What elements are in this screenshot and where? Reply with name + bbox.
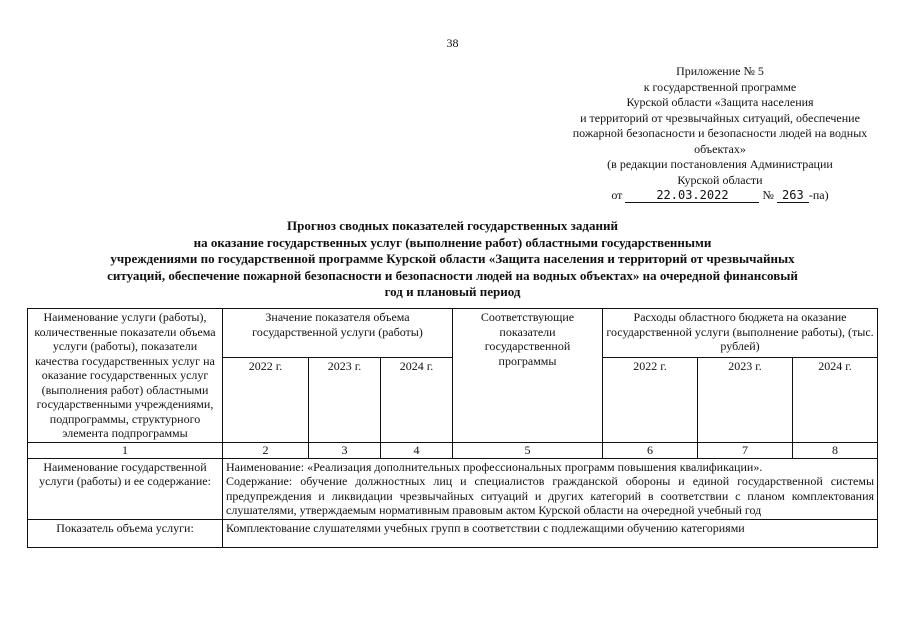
appendix-line: объектах»	[694, 141, 746, 156]
table-row	[28, 458, 878, 519]
column-number: 4	[381, 442, 453, 458]
row-label: Показатель объема услуги:	[28, 519, 223, 548]
table-row	[28, 519, 878, 548]
column-number: 8	[793, 442, 878, 458]
row-label: Наименование государственной услуги (работы) и ее содержание:	[28, 458, 223, 519]
appendix-line: к государственной программе	[643, 79, 797, 94]
header-volume-group: Значение показателя объема государственной услуги (работы)	[223, 309, 453, 358]
header-expense-year: 2022 г.	[603, 358, 698, 443]
header-volume-year: 2024 г.	[381, 358, 453, 443]
row-value: Комплектование слушателями учебных групп в соответствии с подлежащими обучению категориями	[223, 519, 878, 548]
row-content	[223, 458, 878, 519]
appendix-line: Курской области «Защита населения	[626, 95, 814, 109]
column-number: 7	[698, 442, 793, 458]
title-line: учреждениями по государственной программе Курской области «Защита населения и территорий от чрезвычайных	[110, 251, 795, 267]
column-number: 5	[453, 442, 603, 458]
title-line: год и плановый период	[384, 284, 521, 300]
appendix-line: Приложение № 5	[676, 64, 764, 78]
forecast-table	[27, 308, 878, 548]
document-title	[30, 218, 875, 301]
header-expense-year: 2024 г.	[793, 358, 878, 443]
header-expenses-group: Расходы областного бюджета на оказание государственной услуги (выполнение работы), (тыс. рублей)	[603, 309, 878, 358]
appendix-line: Курской области	[677, 172, 763, 187]
appendix-line: и территорий от чрезвычайных ситуаций, обеспечение	[580, 110, 860, 125]
header-program-indicators: Соответствующие показатели государственной программы	[453, 309, 603, 443]
decree-number: 263	[777, 189, 809, 203]
header-volume-year: 2023 г.	[309, 358, 381, 443]
from-label: от	[611, 188, 623, 202]
appendix-line: (в редакции постановления Администрации	[607, 157, 833, 171]
title-line: на оказание государственных услуг (выполнение работ) областными государственными	[193, 234, 712, 250]
header-expense-year: 2023 г.	[698, 358, 793, 443]
appendix-line: пожарной безопасности и безопасности людей на водных	[572, 126, 868, 140]
header-service-name: Наименование услуги (работы), количественные показатели объема услуги (работы), показатели качества государственных услуг на оказание государственных услуг (выполнения работ) областными государственными учреждениями, подпрограммы, структурного элемента подпрограммы	[28, 309, 223, 443]
column-number: 2	[223, 442, 309, 458]
column-number: 3	[309, 442, 381, 458]
service-content-line: Содержание: обучение должностных лиц и специалистов гражданской обороны и единой государственной системы предупреждения и ликвидации чрезвычайных ситуаций и других категорий в соответствии с планом комплектования слушателями, утверждаемым нормативным правовым актом Курской области на очередной учебный год	[226, 474, 875, 517]
header-volume-year: 2022 г.	[223, 358, 309, 443]
column-numbers-row	[28, 442, 878, 458]
page-number: 38	[446, 36, 459, 50]
decree-date: 22.03.2022	[625, 189, 759, 203]
appendix-block	[540, 64, 900, 204]
title-line: ситуаций, обеспечение пожарной безопасности и безопасности людей на водных объектах» на очередной финансовый	[107, 267, 798, 283]
title-line: Прогноз сводных показателей государственных заданий	[287, 218, 618, 233]
service-name-line: Наименование: «Реализация дополнительных профессиональных программ повышения квалификации».	[226, 459, 763, 474]
decree-suffix: -па)	[808, 188, 829, 202]
number-label: №	[762, 188, 774, 202]
header-row	[28, 309, 878, 358]
column-number: 6	[603, 442, 698, 458]
column-number: 1	[28, 442, 223, 458]
decree-line	[540, 188, 900, 204]
